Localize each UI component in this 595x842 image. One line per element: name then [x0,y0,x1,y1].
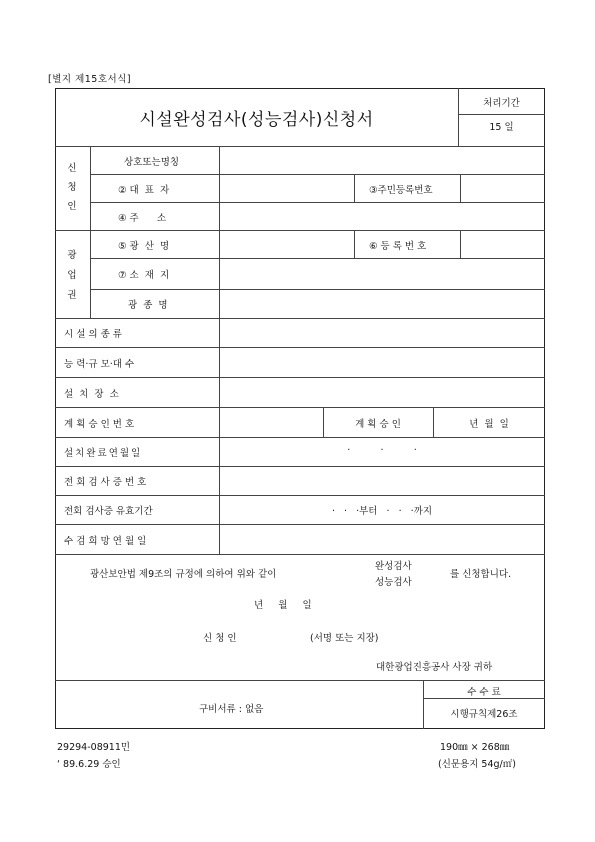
divider [90,258,545,259]
divider [90,174,545,175]
plan-approval-label: 계 획 승 인 [355,419,401,430]
divider [354,174,355,202]
previous-cert-number-label: 전 회 검 사 증 번 호 [64,477,147,488]
page-title: 시설완성검사(성능검사)신청서 [139,109,374,130]
address-label: ④ 주 소 [118,213,167,224]
facility-type-label: 시 설 의 종 류 [64,329,122,340]
statement-option-performance: 성능검사 [375,577,412,588]
paper-size: 190㎜ × 268㎜ [440,742,510,753]
completion-date-value: · · · [347,445,417,456]
name-label: 상호또는명칭 [124,157,180,168]
divider [460,174,461,202]
divider [55,495,545,496]
capacity-label: 능 력·규 모·대 수 [64,359,135,370]
divider [55,680,545,681]
divider [55,437,545,438]
statement-suffix: 를 신청합니다. [450,569,512,580]
divider [55,554,545,555]
applicant-label: 신 청 인 [203,633,237,644]
statement-option-completion: 완성검사 [375,561,412,572]
install-place-label: 설 치 장 소 [64,389,119,400]
form-number: [별지 제15호서식] [48,74,132,85]
processing-period-label: 처리기간 [483,98,520,109]
fee-value: 시행규칙제26조 [450,709,518,720]
divider [55,377,545,378]
applicant-group-label: 신 청 인 [67,163,77,212]
location-label: ⑦ 소 재 지 [118,270,170,281]
plan-approval-number-label: 계 획 승 인 번 호 [64,419,135,430]
divider [460,230,461,258]
divider [90,202,545,203]
completion-date-label: 설치완료연월일 [64,448,143,459]
registration-number-label: ⑥ 등 록 번 호 [369,241,427,252]
mining-right-group-label: 광 업 권 [67,250,77,301]
divider [90,289,545,290]
divider [458,114,545,115]
divider [55,466,545,467]
statement-date: 년 월 일 [254,600,312,611]
divider [55,146,545,147]
paper-type: (신문용지 54g/㎡) [438,759,516,770]
document-number: 29294-08911민 [57,742,131,753]
divider [219,146,220,554]
signature-label: (서명 또는 지장) [310,633,379,644]
divider [423,698,545,699]
attachments: 구비서류 : 없음 [199,704,264,715]
divider [90,146,91,318]
representative-label: ② 대 표 자 [118,185,170,196]
processing-period-value: 15 일 [489,122,514,133]
desired-inspection-date-label: 수 검 희 망 연 월 일 [64,536,147,547]
mine-name-label: ⑤ 광 산 명 [118,241,170,252]
addressee: 대한광업진흥공사 사장 귀하 [376,662,493,673]
fee-label: 수 수 료 [467,687,501,698]
previous-cert-validity-label: 전회 검사증 유효기간 [64,506,153,517]
divider [55,524,545,525]
divider [55,347,545,348]
mineral-name-label: 광 종 명 [128,300,168,311]
approval-note: ‘ 89.6.29 승인 [57,759,121,770]
divider [55,407,545,408]
divider [55,230,545,231]
divider [55,318,545,319]
resident-number-label: ③주민등록번호 [369,185,433,196]
divider [354,230,355,258]
validity-period-value: · · ·부터 · · ·까지 [331,506,433,517]
plan-approval-date: 년 월 일 [469,419,509,430]
statement-prefix: 광산보안법 제9조의 규정에 의하여 위와 같이 [90,569,277,580]
